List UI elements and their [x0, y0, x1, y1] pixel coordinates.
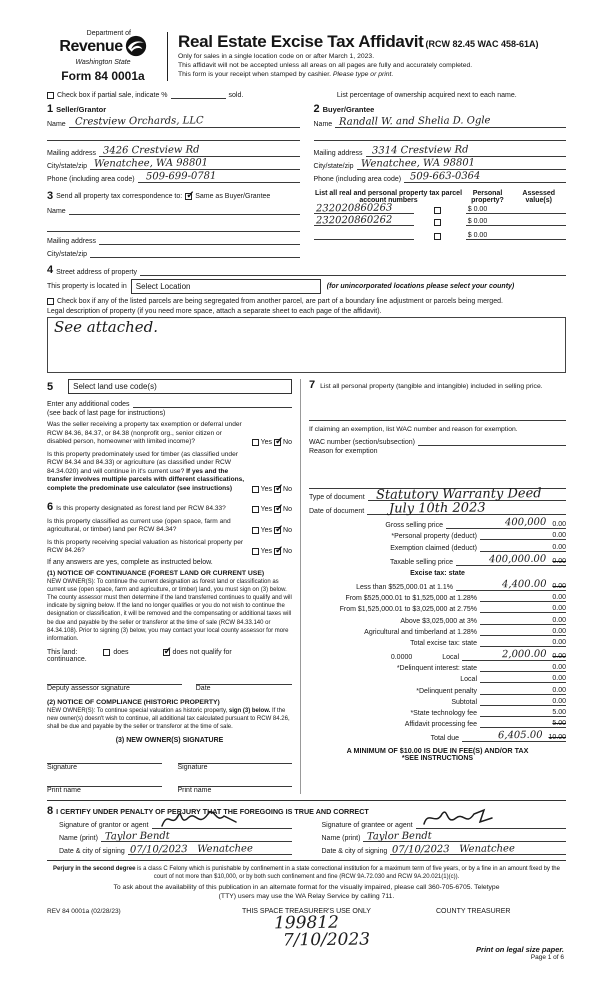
- current-use-yes-checkbox[interactable]: [252, 527, 259, 534]
- parcel-number-field-3[interactable]: [314, 232, 414, 240]
- buyer-city-field[interactable]: [357, 157, 566, 170]
- section-2-buyer: 2 Buyer/Grantee Name Randall W. and Shelia D. Ogle Mailing address 3314 Crestview Rd City/state/zip Wenatchee, WA 98801 Phone (including area code) 509-663-0364: [314, 103, 567, 183]
- grantee-signature-label: Signature of grantee or agent: [321, 822, 413, 830]
- wac-number-field[interactable]: [418, 438, 566, 446]
- new-owners-signature-heading: (3) NEW OWNER(S) SIGNATURE: [115, 737, 224, 745]
- tier1-handwriting: 4,400.00: [501, 578, 547, 591]
- segregated-checkbox[interactable]: [47, 298, 54, 305]
- continuance-heading: (1) NOTICE OF CONTINUANCE (FOREST LAND OR CURRENT USE): [47, 570, 265, 578]
- compliance-heading: (2) NOTICE OF COMPLIANCE (HISTORIC PROPERTY): [47, 698, 220, 706]
- rev-form-number: REV 84 0001a (02/28/23): [47, 907, 121, 915]
- located-in-label: This property is located in: [47, 283, 127, 290]
- date-of-document-label: Date of document: [309, 508, 365, 515]
- grantor-city-handwriting: Wenatchee: [196, 843, 253, 856]
- owner-printname-label-2: Print name: [177, 787, 212, 795]
- corr-name2-field[interactable]: [47, 224, 300, 232]
- delinquent-penalty-field[interactable]: 0.00: [480, 687, 566, 695]
- exemption-yes-checkbox[interactable]: [252, 439, 259, 446]
- local-tax-field[interactable]: 2,000.00 0.00: [462, 650, 566, 661]
- partial-sale-percent-field[interactable]: [171, 91, 226, 99]
- section-1-seller: 1 Seller/Grantor Name Crestview Orchards, LLC Mailing address 3426 Crestview Rd City/state/zip Wenatchee, WA 98801 Phone (including area code) 509-699-0781: [47, 103, 300, 183]
- gross-selling-price-handwriting: 400,000: [504, 516, 547, 529]
- timber-no-checkbox[interactable]: [274, 486, 281, 493]
- seller-mailing-label: Mailing address: [47, 150, 97, 157]
- buyer-name-handwriting: Randall W. and Shelia D. Ogle: [339, 115, 491, 128]
- parcel-numbers-header: List all real and personal property tax parcel account numbers: [314, 190, 463, 204]
- current-use-no-checkbox[interactable]: [274, 527, 281, 534]
- partial-sale-sold-label: sold.: [228, 91, 244, 99]
- section-8-certification: 8 I CERTIFY UNDER PENALTY OF PERJURY THAT THE FOREGOING IS TRUE AND CORRECT Signature of grantor or agent Name (print) Taylor Bendt Date & city of signing 07/10/2023 Wenatchee Signature of grantee or agent Name (print) Taylor Bendt Date & city of signing 07/10/2023 Wenatchee: [47, 805, 566, 855]
- land-does-checkbox[interactable]: [103, 649, 110, 656]
- section-3-correspondence: 3 Send all property tax correspondence to: ✓ Same as Buyer/Grantee Name Mailing address City/state/zip: [47, 190, 300, 258]
- owner-printname-label-1: Print name: [47, 787, 81, 795]
- segregated-label: Check box if any of the listed parcels are being segregated from another parcel, are part of a boundary line adjustment or parcels being merged.: [57, 298, 503, 305]
- land-use-select[interactable]: Select land use code(s): [68, 379, 292, 394]
- timber-agriculture-question: Is this property predominately used for timber (as classified under RCW 84.34 and 84.33) or agriculture (as classified under RCW 84.34.020) and will continue in it's current use? If yes and the transfer involves multiple parcels with different classifications, complete the predominate use calculator (see instructions): [47, 450, 245, 492]
- buyer-mailing-label: Mailing address: [313, 150, 363, 157]
- buyer-city-handwriting: Wenatchee, WA 98801: [360, 157, 475, 170]
- date-of-document-handwriting: July 10th 2023: [389, 500, 486, 517]
- assessed-value-field-2[interactable]: $ 0.00: [466, 218, 566, 226]
- seller-mailing-handwriting: 3426 Crestview Rd: [102, 144, 200, 157]
- street-address-field[interactable]: [140, 268, 566, 276]
- delinquent-penalty-row: *Delinquent penalty 0.00: [416, 686, 566, 695]
- section-5-landuse: 5 Select land use code(s): [47, 379, 292, 394]
- personal-property-checkbox-2[interactable]: [434, 219, 441, 226]
- seller-name2-field[interactable]: [47, 133, 300, 141]
- dor-logo-revenue-label: Revenue: [59, 38, 123, 55]
- historic-yes-checkbox[interactable]: [252, 548, 259, 555]
- total-due-handwriting: 6,405.00: [497, 730, 543, 742]
- grantee-name-print-field[interactable]: [363, 830, 566, 843]
- does-label: does: [113, 648, 129, 656]
- state-technology-fee-field[interactable]: 5.00: [480, 709, 566, 717]
- corr-name-label: Name: [47, 208, 66, 215]
- buyer-phone-handwriting: 509-663-0364: [410, 170, 481, 183]
- header-note-2: This affidavit will not be accepted unless all areas on all pages are fully and accurately completed.: [178, 62, 473, 70]
- personal-property-header: Personal property?: [471, 190, 504, 204]
- additional-codes-label: Enter any additional codes: [47, 401, 130, 408]
- grantee-date-city-field[interactable]: [390, 843, 566, 856]
- street-address-label: Street address of property: [56, 269, 138, 276]
- tier3-row: From $1,525,000.01 to $3,025,000 at 2.75% 0.00: [339, 605, 566, 614]
- total-excise-state-field[interactable]: 0.00: [480, 639, 566, 647]
- agricultural-field[interactable]: 0.00: [480, 628, 566, 636]
- taxable-selling-price-field[interactable]: 400,000.00 0.00: [456, 555, 566, 566]
- seller-phone-label: Phone (including area code): [47, 176, 135, 183]
- compliance-body: NEW OWNER(S): To continue special valuation as historic property, sign (3) below. If the new owner(s) doesn't wish to continue, all additional tax calculated pursuant to RCW 84.26, shall be due and payable by the seller or transferor at the time of sale.: [47, 707, 290, 730]
- parcel-table: [314, 190, 567, 258]
- tier2-field[interactable]: 0.00: [480, 594, 566, 602]
- legal-description-label: Legal description of property (if you need more space, attach a separate sheet to each page of the affidavit).: [47, 308, 382, 315]
- minimum-due-note: A MINIMUM OF $10.00 IS DUE IN FEE(S) AND/OR TAX: [346, 746, 529, 756]
- print-legal-size-note: Print on legal size paper.: [476, 945, 564, 954]
- seller-city-label: City/state/zip: [47, 163, 88, 170]
- grantee-name-print-label: Name (print): [321, 835, 361, 843]
- form-header: [47, 30, 566, 83]
- owner-signature-field-1[interactable]: [47, 756, 162, 764]
- local-tax-handwriting: 2,000.00: [501, 648, 547, 661]
- continuance-word: continuance.: [47, 655, 87, 663]
- corr-name-field[interactable]: [69, 207, 300, 215]
- grantor-signature-field[interactable]: [152, 821, 292, 829]
- parcel-number-field-1[interactable]: [314, 202, 414, 215]
- personal-property-deduct-row: *Personal property (deduct) 0.00: [391, 532, 566, 541]
- excise-tax-state-heading: Excise tax: state: [410, 569, 465, 577]
- total-excise-state-row: Total excise tax: state 0.00: [410, 638, 566, 647]
- agricultural-row: Agricultural and timberland at 1.28% 0.00: [364, 627, 566, 636]
- county-treasurer-label: COUNTY TREASURER: [436, 907, 511, 915]
- legal-description-handwriting: See attached.: [54, 318, 159, 336]
- tier2-row: From $525,000.01 to $1,525,000 at 1.28% 0.00: [345, 594, 566, 603]
- buyer-heading: Buyer/Grantee: [322, 105, 375, 114]
- treasurer-stamp-number-handwriting: 199812: [273, 912, 340, 934]
- seller-city-handwriting: Wenatchee, WA 98801: [94, 157, 209, 170]
- tier4-field[interactable]: 0.00: [480, 617, 566, 625]
- seller-city-field[interactable]: [90, 157, 299, 170]
- buyer-mailing-handwriting: 3314 Crestview Rd: [371, 144, 469, 157]
- historic-property-question: Is this property receiving special valuation as historical property per RCW 84.26?: [47, 538, 244, 555]
- header-note-3: This form is your receipt when stamped by cashier. Please type or print.: [178, 71, 394, 79]
- header-divider: [167, 32, 168, 81]
- timber-yes-checkbox[interactable]: [252, 486, 259, 493]
- land-does-not-checkbox[interactable]: [163, 649, 170, 656]
- continuance-body: NEW OWNER(S): To continue the current designation as forest land or classification as current use (open space, farm and agriculture, or timber) land, you must sign on (3) below. The county assessor must then determine if the land transferred continues to qualify and will indicate by signing below. If the land no longer qualifies or you do not wish to continue the designation or classification, it will be removed and the compensating or additional taxes will be due and payable by the seller or transferor at the time of sale (RCW 84.33.140 or 84.34.108). Prior to signing (3) below, you may contact your local county assessor for more information.: [47, 579, 292, 642]
- same-as-buyer-checkbox[interactable]: [185, 193, 192, 200]
- deputy-date-field[interactable]: [196, 677, 292, 685]
- forest-yes-checkbox[interactable]: [252, 506, 259, 513]
- location-select[interactable]: Select Location: [131, 279, 321, 294]
- form-number: Form 84 0001a: [61, 69, 145, 83]
- treasurer-space-label: THIS SPACE TREASURER'S USE ONLY: [242, 907, 371, 915]
- local-rate-value: 0.0000: [390, 654, 413, 662]
- grantor-date-handwriting: 07/10/2023: [129, 844, 188, 856]
- forest-no-checkbox[interactable]: [274, 506, 281, 513]
- seller-mailing-field[interactable]: [99, 144, 299, 157]
- dor-logo-state-label: Washington State: [75, 59, 131, 66]
- corr-city-label: City/state/zip: [47, 251, 88, 258]
- parcel-row: [314, 232, 567, 240]
- gross-selling-price-label: Gross selling price: [385, 522, 443, 530]
- seller-name-handwriting: Crestview Orchards, LLC: [74, 115, 204, 128]
- grantor-date-city-label: Date & city of signing: [59, 848, 125, 856]
- owner-signature-field-2[interactable]: [178, 756, 293, 764]
- owner-signature-label-1: Signature: [47, 764, 77, 772]
- current-use-question: Is this property classified as current use (open space, farm and agricultural, or timber) land per RCW 84.34?: [47, 517, 231, 534]
- located-in-note: (for unincorporated locations please select your county): [326, 283, 515, 290]
- assessed-value-header: Assessed value(s): [522, 190, 556, 204]
- assessed-value-field-3[interactable]: $ 0.00: [466, 232, 566, 240]
- grantor-name-print-field[interactable]: [101, 830, 292, 843]
- type-of-document-label: Type of document: [309, 494, 365, 501]
- section-7-personal-property: 7 List all personal property (tangible and intangible) included in selling price.: [309, 379, 543, 391]
- buyer-name-field[interactable]: [335, 115, 566, 128]
- delinquent-interest-state-row: *Delinquent interest: state 0.00: [396, 664, 566, 673]
- this-land-label: This land:: [47, 648, 78, 656]
- deputy-assessor-signature-field[interactable]: [47, 677, 182, 685]
- alternate-format-note: To ask about the availability of this publication in an alternate format for the visually impaired, please call 360-705-6705. Teletype (TTY) users may use the WA Relay Service by calling 711.: [113, 884, 500, 901]
- wac-number-label: WAC number (section/subsection): [309, 439, 415, 446]
- parcel-row: [314, 202, 567, 215]
- tier3-field[interactable]: 0.00: [480, 605, 566, 613]
- state-technology-fee-row: *State technology fee 5.00: [410, 709, 566, 717]
- legal-description-box[interactable]: [47, 317, 566, 373]
- grantee-date-city-label: Date & city of signing: [321, 848, 388, 856]
- exemption-deferral-question: Was the seller receiving a property tax exemption or deferral under RCW 84.36, 84.37, or 84.38 (nonprofit org., senior citizen or disabled person, homeowner with limited income)?: [47, 421, 242, 446]
- deputy-assessor-label: Deputy assessor signature: [47, 684, 130, 692]
- correspondence-label: Send all property tax correspondence to:: [56, 192, 183, 200]
- ownership-note: List percentage of ownership acquired next to each name.: [336, 92, 517, 99]
- section-6-forestland: 6 Is this property designated as forest land per RCW 84.33? Yes ✓ No: [47, 500, 292, 514]
- affidavit-processing-fee-row: Affidavit processing fee 5.00: [404, 720, 566, 729]
- taxable-selling-price-row: Taxable selling price 400,000.00 0.00: [389, 553, 566, 566]
- personal-property-label: List all personal property (tangible and intangible) included in selling price.: [320, 383, 543, 390]
- personal-property-deduct-field[interactable]: 0.00: [480, 532, 566, 540]
- buyer-city-label: City/state/zip: [313, 163, 354, 170]
- parcel-number-1-handwriting: 232020860263: [315, 202, 392, 215]
- header-note-1: Only for sales in a single location code on or after March 1, 2023.: [178, 53, 375, 60]
- corr-mailing-field[interactable]: [99, 237, 299, 245]
- dor-logo-dept-label: Department of: [86, 30, 131, 37]
- personal-property-field[interactable]: [309, 413, 566, 421]
- see-back-note: (see back of last page for instructions): [47, 410, 166, 417]
- deputy-date-label: Date: [195, 684, 211, 692]
- certify-statement: I CERTIFY UNDER PENALTY OF PERJURY THAT THE FOREGOING IS TRUE AND CORRECT: [56, 807, 369, 817]
- tier1-row: Less than $525,000.01 at 1.1% 4,400.00 0.00: [356, 578, 566, 591]
- parcel-number-2-handwriting: 232020860262: [315, 214, 392, 227]
- parcel-row: [314, 214, 567, 227]
- grantee-date-handwriting: 07/10/2023: [392, 844, 450, 856]
- grantor-signature-scrawl: [158, 808, 242, 830]
- seller-phone-field[interactable]: [138, 170, 300, 183]
- reet-affidavit-form: Department of Revenue Washington State Form 84 0001a Real Estate Excise Tax Affidavit (RCW 82.45 WAC 458-61A) Only for sales in a single location code on or after March 1, 2023. This affidavit will not be accepted unless all areas on all pages are fully and accurately completed. This form is your receipt when stamped by cashier. Please type or print. Check box if partial sale, indicate % sold. List percentage of ownership acquired next to each name. 1 Seller/Grantor Name Crestview Orchards, LLC Mailing address 3426 Crestview Rd City/state/zip Wenatchee, WA 98801 Phone (including area code) 509-699-0781 2 Buyer/Grantee Name Randall W. and Shelia D. Ogle Mailing address 3314 Crestview Rd City/state/zip Wenatchee, WA 98801 Phone (including area code) 509-663-0364 3 Send all property tax correspondence to: ✓ Same as Buyer/Grantee Name Mailing address City/state/zip List all real and personal property tax parcel account numbers Personal property? Assessed value(s) 232020860263 $ 0.00 232020860262 $ 0.00 $ 0.00 4 Street address of property This property is located in Select Location (for unincorporated locations please select your county) Check box if any of the listed parcels are being segregated from another parcel, are part of a boundary line adjustment or parcels being merged. Legal description of property (if you need more space, attach a separate sheet to each page of the affidavit). See attached. 5 Select land use code(s) Enter any additional codes (see back of last page for instructions) Was the seller receiving a property tax exemption or deferral under RCW 84.36, 84.37, or 84.38 (nonprofit org., senior citizen or disabled person, homeowner with limited income)? Yes ✓ No Is this property predominately used for timber (as classified under RCW 84.34 and 84.33) or agriculture (as classified under RCW 84.34.020) and will continue in it's current use? If yes and the transfer involves multiple parcels with different classifications, complete the predominate use calculator (see instructions) Yes ✓ No 6 Is this property designated as forest land per RCW 84.33? Yes ✓ No Is this property classified as current use (open space, farm and agricultural, or timber) land per RCW 84.34? Yes ✓ No Is this property receiving special valuation as historical property per RCW 84.26? Yes ✓ No If any answers are yes, complete as instructed below. (1) NOTICE OF CONTINUANCE (FOREST LAND OR CURRENT USE) NEW OWNER(S): To continue the current designation as forest land or classification as current use (open space, farm and agriculture, or timber) land, you must sign on (3) below. The county assessor must then determine if the land transferred continues to qualify and will indicate by signing below. If the land no longer qualifies or you do not wish to continue the designation or classification, it will be removed and the compensating or additional taxes will be due and payable by the seller or transferor at the time of sale (RCW 84.33.140 or 84.34.108). Prior to signing (3) below, you may contact your local county assessor for more information. This land: does ✓ does not qualify for continuance. Deputy assessor signature Date (2) NOTICE OF COMPLIANCE (HISTORIC PROPERTY) NEW OWNER(S): To continue special valuation as historic property, sign (3) below. If the new owner(s) doesn't wish to continue, all additional tax calculated pursuant to RCW 84.26, shall be due and payable by the seller or transferor at the time of sale. (3) NEW OWNER(S) SIGNATURE Signature Signature Print name Print name 7 List all personal property (tangible and intangible) included in selling price. If claiming an exemption, list WAC number and reason for exemption. WAC number (section/subsection) Reason for exemption Type of document Statutory Warranty Deed Date of document July 10th 2023 Gross selling price 400,000 0.00 *Personal property (deduct) 0.00 Exemption claimed (deduct) 0.00 Taxable selling price 400,000.00 0.00 Excise tax: state Less than $525,000.01 at 1.1% 4,400.00 0.00 From $525,000.01 to $1,525,000 at 1.28% 0.00 From $1,525,000.01 to $3,025,000 at 2.75% 0.00 Above $3,025,000 at 3% 0.00 Agricultural and timberland at 1.28% 0.00 Total excise tax: state 0.00 0.0000 Local 2,000.00 0.00 *Delinquent interest: state 0.00 Local 0.00 *Delinquent penalty 0.00 Subtotal 0.00 *State technology fee 5.00 Affidavit processing fee 5.00 Total due 6,405.00 10.00 A MINIMUM OF $10.00 IS DUE IN FEE(S) AND/OR TAX *SEE INSTRUCTIONS 8 I CERTIFY UNDER PENALTY OF PERJURY THAT THE FOREGOING IS TRUE AND CORRECT Signature of grantor or agent Name (print) Taylor Bendt Date & city of signing 07/10/2023 Wenatchee Signature of grantee or agent Name (print) Taylor Bendt Date & city of signing 07/10/2023 Wenatchee Perjury in the second degree is a class C Felony which is punishable by confinement in a state correctional institution for a maximum term of five years, or by a fine in an amount fixed by the court of not more than $10,000, or by both such confinement and fine (RCW 9A.72.030 and RCW 9A.20.021(1)(c)). To ask about the availability of this publication in an alternate format for the visually impaired, please call 360-705-6705. Teletype (TTY) users may use the WA Relay Service by calling 711. REV 84 0001a (02/28/23) THIS SPACE TREASURER'S USE ONLY 199812 7/10/2023 COUNTY TREASURER Print on legal size paper. Page 1 of 6: [0, 0, 600, 987]
- buyer-phone-field[interactable]: [404, 170, 566, 183]
- grantee-name-print-handwriting: Taylor Bendt: [367, 830, 433, 843]
- total-due-row: Total due 6,405.00 10.00: [430, 730, 566, 743]
- taxable-selling-price-handwriting: 400,000.00: [489, 553, 547, 566]
- grantor-date-city-field[interactable]: [128, 843, 292, 856]
- same-as-buyer-label: Same as Buyer/Grantee: [195, 192, 271, 200]
- exemption-no-checkbox[interactable]: [274, 439, 281, 446]
- buyer-name-label: Name: [313, 121, 333, 128]
- affidavit-processing-fee-field[interactable]: 5.00: [480, 720, 566, 728]
- seller-phone-handwriting: 509-699-0781: [145, 170, 217, 183]
- local-tax-row: 0.0000 Local 2,000.00 0.00: [390, 648, 566, 662]
- exemption-claimed-field[interactable]: 0.00: [480, 544, 566, 552]
- see-instructions-note: *SEE INSTRUCTIONS: [401, 755, 474, 763]
- delinquent-interest-local-field[interactable]: 0.00: [480, 675, 566, 683]
- subtotal-row: Subtotal 0.00: [451, 697, 566, 706]
- seller-name-label: Name: [47, 121, 66, 128]
- partial-sale-checkbox[interactable]: [47, 92, 54, 99]
- tier4-row: Above $3,025,000 at 3% 0.00: [400, 616, 566, 625]
- section-4-property: 4 Street address of property This property is located in Select Location (for unincorporated locations please select your county) Check box if any of the listed parcels are being segregated from another parcel, are part of a boundary line adjustment or parcels being merged. Legal description of property (if you need more space, attach a separate sheet to each page of the affidavit). See attached.: [47, 264, 566, 373]
- grantor-signature-label: Signature of grantor or agent: [59, 822, 149, 830]
- subtotal-field[interactable]: 0.00: [480, 698, 566, 706]
- if-yes-note: If any answers are yes, complete as instructed below.: [47, 559, 213, 567]
- exemption-claim-note: If claiming an exemption, list WAC number and reason for exemption.: [309, 426, 518, 433]
- owner-signature-label-2: Signature: [177, 764, 208, 772]
- grantee-city-handwriting: Wenatchee: [459, 843, 516, 856]
- owner-printname-field-1[interactable]: [47, 779, 162, 787]
- personal-property-checkbox-1[interactable]: [434, 207, 441, 214]
- buyer-name2-field[interactable]: [314, 133, 567, 141]
- dor-logo: [47, 30, 167, 83]
- grantee-signature-field[interactable]: [416, 821, 566, 829]
- owner-printname-field-2[interactable]: [178, 779, 293, 787]
- delinquent-interest-local-row: Local 0.00: [460, 675, 566, 684]
- historic-no-checkbox[interactable]: [274, 548, 281, 555]
- exemption-claimed-row: Exemption claimed (deduct) 0.00: [390, 543, 566, 552]
- date-of-document-field[interactable]: [367, 500, 566, 517]
- buyer-phone-label: Phone (including area code): [313, 176, 402, 183]
- partial-sale-label: Check box if partial sale, indicate %: [57, 91, 168, 99]
- treasurer-stamp-date-handwriting: 7/10/2023: [282, 929, 371, 951]
- does-not-label: does not qualify for: [172, 648, 232, 656]
- tier1-field[interactable]: 4,400.00 0.00: [456, 580, 566, 591]
- grantee-signature-scrawl: [420, 808, 500, 830]
- corr-mailing-label: Mailing address: [47, 238, 97, 245]
- buyer-mailing-field[interactable]: [366, 144, 566, 157]
- additional-codes-field[interactable]: [133, 400, 293, 408]
- grantor-name-print-label: Name (print): [59, 835, 98, 843]
- gross-selling-price-field[interactable]: 400,000 0.00: [446, 518, 566, 529]
- type-of-document-handwriting: Statutory Warranty Deed: [375, 486, 542, 503]
- assessed-value-field-1[interactable]: $ 0.00: [466, 206, 566, 214]
- gross-selling-price-row: [309, 518, 566, 529]
- delinquent-interest-state-field[interactable]: 0.00: [480, 664, 566, 672]
- grantor-name-print-handwriting: Taylor Bendt: [104, 830, 170, 843]
- seller-heading: Seller/Grantor: [56, 105, 107, 114]
- reason-exemption-label: Reason for exemption: [309, 448, 378, 455]
- dor-seal-icon: [125, 35, 147, 59]
- total-due-field[interactable]: 6,405.00 10.00: [462, 731, 566, 742]
- seller-name-field[interactable]: [69, 115, 300, 128]
- form-title: Real Estate Excise Tax Affidavit: [178, 32, 424, 51]
- corr-city-field[interactable]: [90, 250, 299, 258]
- form-title-rcw: (RCW 82.45 WAC 458-61A): [425, 39, 539, 49]
- personal-property-checkbox-3[interactable]: [434, 233, 441, 240]
- parcel-number-field-2[interactable]: [314, 214, 414, 227]
- page-number: Page 1 of 6: [530, 954, 564, 961]
- perjury-note: Perjury in the second degree is a class C Felony which is punishable by confinement in a state correctional institution for a maximum term of five years, or by a fine in an amount fixed by the court of not more than $10,000, or by both such confinement and fine (RCW 9A.72.030 and RCW 9A.20.021(1)(c)).: [53, 866, 560, 881]
- forest-land-question: Is this property designated as forest land per RCW 84.33?: [56, 504, 226, 512]
